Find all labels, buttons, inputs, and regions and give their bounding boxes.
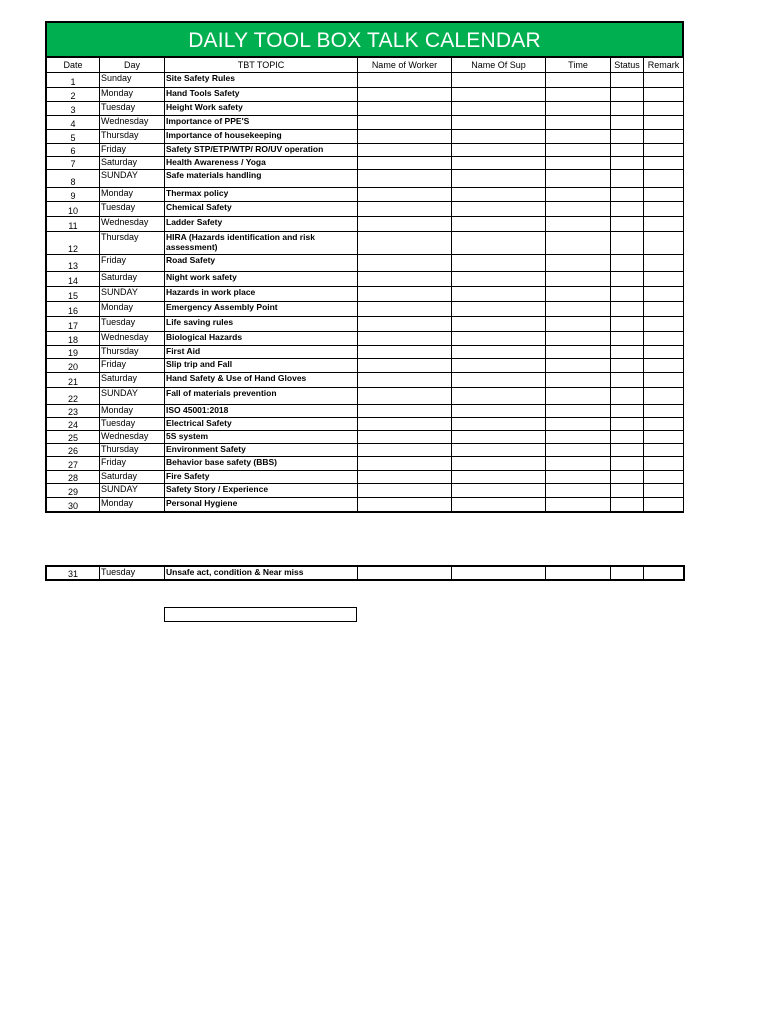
topic-cell: Night work safety <box>165 272 358 287</box>
worker-cell[interactable] <box>358 232 452 255</box>
supervisor-cell[interactable] <box>452 102 546 116</box>
status-cell[interactable] <box>611 405 644 418</box>
header-row <box>47 58 684 73</box>
supervisor-cell[interactable] <box>452 317 546 332</box>
worker-cell[interactable] <box>358 359 452 373</box>
supervisor-cell[interactable] <box>452 255 546 272</box>
header-supervisor: Name Of Sup <box>452 58 546 73</box>
status-cell[interactable] <box>611 116 644 130</box>
worker-cell[interactable] <box>358 302 452 317</box>
status-cell[interactable] <box>611 73 644 88</box>
date-cell: 25 <box>47 431 100 444</box>
remark-cell[interactable] <box>644 388 684 405</box>
time-cell[interactable] <box>546 287 611 302</box>
status-cell[interactable] <box>611 302 644 317</box>
time-cell[interactable] <box>546 418 611 431</box>
topic-cell: Slip trip and Fall <box>165 359 358 373</box>
day-cell: Thursday <box>100 232 165 255</box>
day-cell: Wednesday <box>100 431 165 444</box>
topic-cell: 5S system <box>165 431 358 444</box>
header-worker: Name of Worker <box>358 58 452 73</box>
worker-cell[interactable] <box>358 130 452 144</box>
supervisor-cell[interactable] <box>452 88 546 102</box>
remark-cell[interactable] <box>644 373 684 388</box>
worker-cell[interactable] <box>358 217 452 232</box>
date-cell: 11 <box>47 217 100 232</box>
day-cell: Tuesday <box>100 418 165 431</box>
time-cell[interactable] <box>546 102 611 116</box>
date-cell: 31 <box>47 567 100 580</box>
status-cell[interactable] <box>611 431 644 444</box>
supervisor-cell[interactable] <box>452 346 546 359</box>
remark-cell[interactable] <box>644 102 684 116</box>
remark-cell[interactable] <box>644 444 684 457</box>
topic-cell: Site Safety Rules <box>165 73 358 88</box>
table-row <box>47 484 684 498</box>
time-cell[interactable] <box>546 431 611 444</box>
worker-cell[interactable] <box>358 457 452 471</box>
worker-cell[interactable] <box>358 272 452 287</box>
header-day: Day <box>100 58 165 73</box>
status-cell[interactable] <box>611 188 644 202</box>
date-cell: 20 <box>47 359 100 373</box>
day-cell: Monday <box>100 302 165 317</box>
table-row <box>47 130 684 144</box>
worker-cell[interactable] <box>358 431 452 444</box>
supervisor-cell[interactable] <box>452 405 546 418</box>
worker-cell[interactable] <box>358 255 452 272</box>
table-row <box>47 272 684 287</box>
time-cell[interactable] <box>546 217 611 232</box>
worker-cell[interactable] <box>358 102 452 116</box>
date-cell: 14 <box>47 272 100 287</box>
table-row <box>47 332 684 346</box>
time-cell[interactable] <box>546 144 611 157</box>
calendar-table <box>46 57 684 512</box>
day-cell: SUNDAY <box>100 287 165 302</box>
time-cell[interactable] <box>546 498 611 512</box>
supervisor-cell[interactable] <box>452 332 546 346</box>
day-cell: Friday <box>100 457 165 471</box>
table-row <box>47 388 684 405</box>
header-time: Time <box>546 58 611 73</box>
topic-cell: Fall of materials prevention <box>165 388 358 405</box>
day-cell: Wednesday <box>100 332 165 346</box>
date-cell: 17 <box>47 317 100 332</box>
status-cell[interactable] <box>611 170 644 188</box>
table-row <box>47 202 684 217</box>
day-cell: SUNDAY <box>100 388 165 405</box>
table-row <box>47 498 684 512</box>
remark-cell[interactable] <box>644 405 684 418</box>
table-row <box>47 170 684 188</box>
time-cell[interactable] <box>546 88 611 102</box>
worker-cell[interactable] <box>358 287 452 302</box>
worker-cell[interactable] <box>358 202 452 217</box>
day-cell: Saturday <box>100 157 165 170</box>
day-cell: Saturday <box>100 373 165 388</box>
date-cell: 15 <box>47 287 100 302</box>
time-cell[interactable] <box>546 346 611 359</box>
topic-cell: Environment Safety <box>165 444 358 457</box>
supervisor-cell[interactable] <box>452 388 546 405</box>
time-cell[interactable] <box>546 444 611 457</box>
remark-cell[interactable] <box>644 144 684 157</box>
sheet-title: DAILY TOOL BOX TALK CALENDAR <box>46 22 683 57</box>
remark-cell[interactable] <box>644 431 684 444</box>
status-cell[interactable] <box>611 346 644 359</box>
topic-cell: Life saving rules <box>165 317 358 332</box>
time-cell[interactable] <box>546 317 611 332</box>
date-cell: 13 <box>47 255 100 272</box>
table-row <box>47 73 684 88</box>
status-cell[interactable] <box>611 567 644 580</box>
table-row <box>47 373 684 388</box>
worker-cell[interactable] <box>358 88 452 102</box>
supervisor-cell[interactable] <box>452 170 546 188</box>
topic-cell: Thermax policy <box>165 188 358 202</box>
topic-cell: Importance of PPE'S <box>165 116 358 130</box>
remark-cell[interactable] <box>644 302 684 317</box>
calendar-sheet <box>46 22 683 512</box>
worker-cell[interactable] <box>358 144 452 157</box>
status-cell[interactable] <box>611 498 644 512</box>
topic-cell: Road Safety <box>165 255 358 272</box>
status-cell[interactable] <box>611 484 644 498</box>
day-cell: Thursday <box>100 346 165 359</box>
date-cell: 12 <box>47 232 100 255</box>
time-cell[interactable] <box>546 471 611 484</box>
time-cell[interactable] <box>546 232 611 255</box>
topic-cell: Importance of housekeeping <box>165 130 358 144</box>
table-row <box>47 217 684 232</box>
date-cell: 24 <box>47 418 100 431</box>
worker-cell[interactable] <box>358 116 452 130</box>
time-cell[interactable] <box>546 170 611 188</box>
status-cell[interactable] <box>611 444 644 457</box>
day-cell: Saturday <box>100 471 165 484</box>
time-cell[interactable] <box>546 157 611 170</box>
status-cell[interactable] <box>611 457 644 471</box>
supervisor-cell[interactable] <box>452 272 546 287</box>
worker-cell[interactable] <box>358 471 452 484</box>
supervisor-cell[interactable] <box>452 444 546 457</box>
supervisor-cell[interactable] <box>452 302 546 317</box>
header-date: Date <box>47 58 100 73</box>
worker-cell[interactable] <box>358 498 452 512</box>
day-cell: Tuesday <box>100 202 165 217</box>
topic-cell: Health Awareness / Yoga <box>165 157 358 170</box>
extra-table <box>46 566 684 580</box>
topic-cell: Safe materials handling <box>165 170 358 188</box>
time-cell[interactable] <box>546 405 611 418</box>
remark-cell[interactable] <box>644 346 684 359</box>
date-cell: 7 <box>47 157 100 170</box>
worker-cell[interactable] <box>358 317 452 332</box>
topic-cell: Unsafe act, condition & Near miss <box>165 567 358 580</box>
table-row <box>47 405 684 418</box>
topic-cell: Personal Hygiene <box>165 498 358 512</box>
supervisor-cell[interactable] <box>452 73 546 88</box>
remark-cell[interactable] <box>644 116 684 130</box>
empty-cell-box[interactable] <box>164 607 357 622</box>
supervisor-cell[interactable] <box>452 232 546 255</box>
date-cell: 23 <box>47 405 100 418</box>
date-cell: 6 <box>47 144 100 157</box>
date-cell: 19 <box>47 346 100 359</box>
topic-cell: Ladder Safety <box>165 217 358 232</box>
table-row <box>47 431 684 444</box>
topic-cell: Safety Story / Experience <box>165 484 358 498</box>
worker-cell[interactable] <box>358 157 452 170</box>
time-cell[interactable] <box>546 255 611 272</box>
remark-cell[interactable] <box>644 418 684 431</box>
day-cell: Tuesday <box>100 102 165 116</box>
table-row <box>47 188 684 202</box>
remark-cell[interactable] <box>644 317 684 332</box>
supervisor-cell[interactable] <box>452 157 546 170</box>
remark-cell[interactable] <box>644 457 684 471</box>
supervisor-cell[interactable] <box>452 484 546 498</box>
supervisor-cell[interactable] <box>452 418 546 431</box>
topic-cell: Safety STP/ETP/WTP/ RO/UV operation <box>165 144 358 157</box>
time-cell[interactable] <box>546 567 611 580</box>
topic-cell: Fire Safety <box>165 471 358 484</box>
table-row <box>47 287 684 302</box>
topic-cell: Emergency Assembly Point <box>165 302 358 317</box>
remark-cell[interactable] <box>644 359 684 373</box>
header-remark: Remark <box>644 58 684 73</box>
date-cell: 28 <box>47 471 100 484</box>
supervisor-cell[interactable] <box>452 431 546 444</box>
date-cell: 1 <box>47 73 100 88</box>
remark-cell[interactable] <box>644 157 684 170</box>
time-cell[interactable] <box>546 388 611 405</box>
time-cell[interactable] <box>546 373 611 388</box>
day-cell: Monday <box>100 88 165 102</box>
status-cell[interactable] <box>611 359 644 373</box>
date-cell: 3 <box>47 102 100 116</box>
date-cell: 21 <box>47 373 100 388</box>
status-cell[interactable] <box>611 332 644 346</box>
status-cell[interactable] <box>611 317 644 332</box>
table-row <box>47 444 684 457</box>
table-row <box>47 232 684 255</box>
table-row <box>47 102 684 116</box>
date-cell: 27 <box>47 457 100 471</box>
date-cell: 29 <box>47 484 100 498</box>
date-cell: 16 <box>47 302 100 317</box>
time-cell[interactable] <box>546 272 611 287</box>
time-cell[interactable] <box>546 116 611 130</box>
day-cell: Tuesday <box>100 317 165 332</box>
supervisor-cell[interactable] <box>452 188 546 202</box>
status-cell[interactable] <box>611 232 644 255</box>
table-row <box>47 457 684 471</box>
status-cell[interactable] <box>611 471 644 484</box>
table-row <box>47 116 684 130</box>
supervisor-cell[interactable] <box>452 116 546 130</box>
header-topic: TBT TOPIC <box>165 58 358 73</box>
time-cell[interactable] <box>546 202 611 217</box>
worker-cell[interactable] <box>358 73 452 88</box>
supervisor-cell[interactable] <box>452 457 546 471</box>
remark-cell[interactable] <box>644 471 684 484</box>
status-cell[interactable] <box>611 287 644 302</box>
table-row <box>47 567 684 580</box>
supervisor-cell[interactable] <box>452 144 546 157</box>
day-cell: Friday <box>100 255 165 272</box>
topic-cell: First Aid <box>165 346 358 359</box>
topic-cell: Biological Hazards <box>165 332 358 346</box>
supervisor-cell[interactable] <box>452 217 546 232</box>
worker-cell[interactable] <box>358 332 452 346</box>
day-cell: SUNDAY <box>100 170 165 188</box>
supervisor-cell[interactable] <box>452 498 546 512</box>
worker-cell[interactable] <box>358 418 452 431</box>
remark-cell[interactable] <box>644 255 684 272</box>
table-row <box>47 359 684 373</box>
table-row <box>47 157 684 170</box>
topic-cell: Electrical Safety <box>165 418 358 431</box>
table-row <box>47 471 684 484</box>
date-cell: 9 <box>47 188 100 202</box>
date-cell: 18 <box>47 332 100 346</box>
remark-cell[interactable] <box>644 130 684 144</box>
time-cell[interactable] <box>546 188 611 202</box>
day-cell: Thursday <box>100 444 165 457</box>
supervisor-cell[interactable] <box>452 202 546 217</box>
table-row <box>47 255 684 272</box>
worker-cell[interactable] <box>358 405 452 418</box>
remark-cell[interactable] <box>644 332 684 346</box>
time-cell[interactable] <box>546 130 611 144</box>
supervisor-cell[interactable] <box>452 567 546 580</box>
status-cell[interactable] <box>611 272 644 287</box>
table-row <box>47 317 684 332</box>
date-cell: 8 <box>47 170 100 188</box>
time-cell[interactable] <box>546 484 611 498</box>
date-cell: 5 <box>47 130 100 144</box>
topic-cell: Hand Tools Safety <box>165 88 358 102</box>
topic-cell: Behavior base safety (BBS) <box>165 457 358 471</box>
worker-cell[interactable] <box>358 373 452 388</box>
supervisor-cell[interactable] <box>452 373 546 388</box>
time-cell[interactable] <box>546 302 611 317</box>
status-cell[interactable] <box>611 373 644 388</box>
time-cell[interactable] <box>546 73 611 88</box>
table-row <box>47 144 684 157</box>
worker-cell[interactable] <box>358 346 452 359</box>
time-cell[interactable] <box>546 457 611 471</box>
status-cell[interactable] <box>611 255 644 272</box>
topic-cell: Chemical Safety <box>165 202 358 217</box>
date-cell: 4 <box>47 116 100 130</box>
remark-cell[interactable] <box>644 232 684 255</box>
remark-cell[interactable] <box>644 272 684 287</box>
supervisor-cell[interactable] <box>452 359 546 373</box>
remark-cell[interactable] <box>644 287 684 302</box>
table-row <box>47 302 684 317</box>
worker-cell[interactable] <box>358 170 452 188</box>
day-cell: Thursday <box>100 130 165 144</box>
day-cell: Saturday <box>100 272 165 287</box>
date-cell: 26 <box>47 444 100 457</box>
remark-cell[interactable] <box>644 567 684 580</box>
remark-cell[interactable] <box>644 217 684 232</box>
worker-cell[interactable] <box>358 444 452 457</box>
date-cell: 2 <box>47 88 100 102</box>
remark-cell[interactable] <box>644 188 684 202</box>
status-cell[interactable] <box>611 130 644 144</box>
table-row <box>47 418 684 431</box>
date-cell: 22 <box>47 388 100 405</box>
day-cell: SUNDAY <box>100 484 165 498</box>
time-cell[interactable] <box>546 359 611 373</box>
day-cell: Friday <box>100 144 165 157</box>
topic-cell: Hand Safety & Use of Hand Gloves <box>165 373 358 388</box>
status-cell[interactable] <box>611 144 644 157</box>
worker-cell[interactable] <box>358 188 452 202</box>
day-cell: Sunday <box>100 73 165 88</box>
remark-cell[interactable] <box>644 484 684 498</box>
day-cell: Wednesday <box>100 116 165 130</box>
day-cell: Monday <box>100 498 165 512</box>
status-cell[interactable] <box>611 88 644 102</box>
worker-cell[interactable] <box>358 388 452 405</box>
day-cell: Wednesday <box>100 217 165 232</box>
day-cell: Monday <box>100 188 165 202</box>
date-cell: 30 <box>47 498 100 512</box>
day-cell: Friday <box>100 359 165 373</box>
worker-cell[interactable] <box>358 484 452 498</box>
remark-cell[interactable] <box>644 498 684 512</box>
remark-cell[interactable] <box>644 88 684 102</box>
day-cell: Monday <box>100 405 165 418</box>
status-cell[interactable] <box>611 202 644 217</box>
status-cell[interactable] <box>611 388 644 405</box>
supervisor-cell[interactable] <box>452 287 546 302</box>
topic-cell: ISO 45001:2018 <box>165 405 358 418</box>
remark-cell[interactable] <box>644 170 684 188</box>
time-cell[interactable] <box>546 332 611 346</box>
status-cell[interactable] <box>611 102 644 116</box>
topic-cell: Hazards in work place <box>165 287 358 302</box>
supervisor-cell[interactable] <box>452 130 546 144</box>
supervisor-cell[interactable] <box>452 471 546 484</box>
status-cell[interactable] <box>611 157 644 170</box>
table-row <box>47 88 684 102</box>
table-row <box>47 346 684 359</box>
day-cell: Tuesday <box>100 567 165 580</box>
topic-cell: Height Work safety <box>165 102 358 116</box>
date-cell: 10 <box>47 202 100 217</box>
status-cell[interactable] <box>611 418 644 431</box>
topic-cell: HIRA (Hazards identification and risk assessment) <box>165 232 358 255</box>
remark-cell[interactable] <box>644 202 684 217</box>
worker-cell[interactable] <box>358 567 452 580</box>
header-status: Status <box>611 58 644 73</box>
status-cell[interactable] <box>611 217 644 232</box>
remark-cell[interactable] <box>644 73 684 88</box>
